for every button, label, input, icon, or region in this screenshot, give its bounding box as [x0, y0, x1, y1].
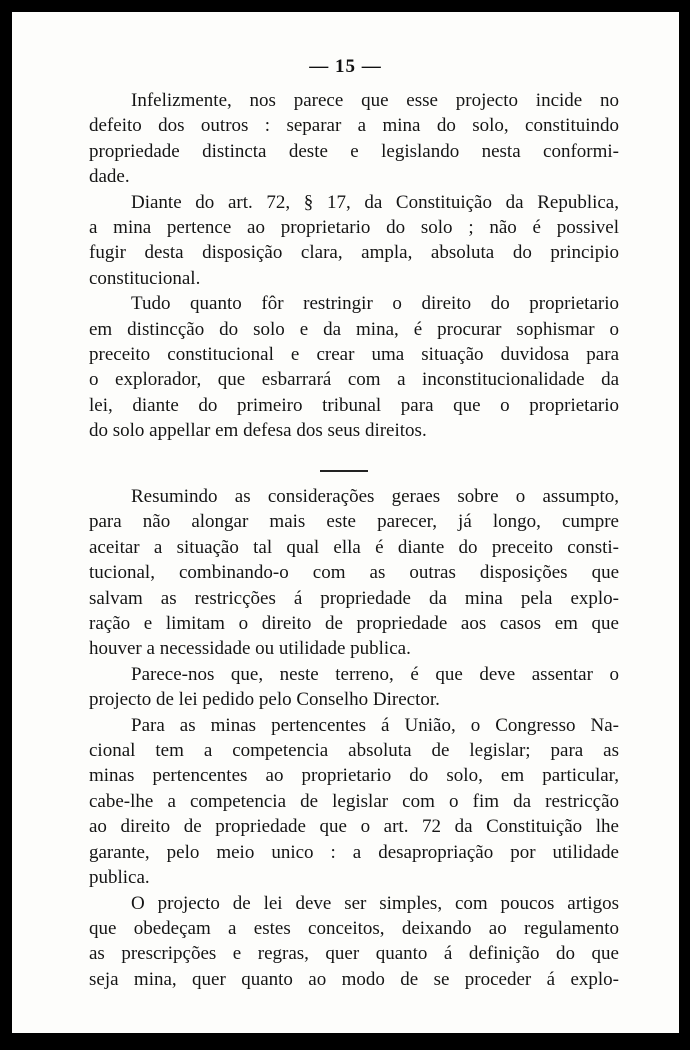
text-line: preceito constitucional e crear uma situação duvidosa para	[89, 344, 619, 366]
text-line: a mina pertence ao proprietario do solo ; não é possivel	[89, 217, 619, 239]
text-line: o explorador, que esbarrará com a inconstitucionalidade da	[89, 369, 619, 391]
text-line: projecto de lei pedido pelo Conselho Director.	[89, 689, 440, 711]
text-line: tucional, combinando-o com as outras disposições que	[89, 562, 619, 584]
text-line: em distincção do solo e da mina, é procurar sophismar o	[89, 318, 619, 340]
paragraph	[89, 713, 619, 891]
document-page	[12, 12, 679, 1033]
paragraph	[89, 190, 619, 292]
text-section-1	[89, 88, 619, 444]
text-line: para não alongar mais este parecer, já longo, cumpre	[89, 511, 619, 533]
text-line: O projecto de lei deve ser simples, com poucos artigos	[131, 892, 619, 914]
text-line: fugir desta disposição clara, ampla, absoluta do principio	[89, 242, 619, 264]
text-line: Resumindo as considerações geraes sobre o assumpto,	[131, 486, 619, 507]
text-line: salvam as restricções á propriedade da mina pela explo-	[89, 587, 619, 609]
text-line: defeito dos outros : separar a mina do solo, constituindo	[89, 115, 619, 137]
text-line: ração e limitam o direito de propriedade aos casos em que	[89, 613, 619, 635]
text-line: do solo appellar em defesa dos seus direitos.	[89, 420, 427, 442]
page-number: — 15 —	[309, 56, 382, 77]
paragraph	[89, 891, 619, 993]
text-line: seja mina, quer quanto ao modo de se proceder á explo-	[89, 968, 619, 990]
text-line: minas pertencentes ao proprietario do solo, em particular,	[89, 765, 619, 787]
text-line: ao direito de propriedade que o art. 72 da Constituição lhe	[89, 816, 619, 838]
text-line: Infelizmente, nos parece que esse projecto incide no	[131, 90, 619, 111]
text-line: constitucional.	[89, 267, 201, 289]
text-line: as prescripções e regras, quer quanto á definição do que	[89, 943, 619, 965]
text-line: aceitar a situação tal qual ella é diante do preceito consti-	[89, 536, 619, 558]
section-divider	[320, 470, 368, 472]
text-section-2	[89, 484, 619, 992]
text-line: cabe-lhe a competencia de legislar com o fim da restricção	[89, 790, 619, 812]
text-line: Para as minas pertencentes á União, o Congresso Na-	[131, 714, 619, 736]
text-line: Tudo quanto fôr restringir o direito do proprietario	[131, 293, 619, 315]
text-line: houver a necessidade ou utilidade publica.	[89, 638, 411, 660]
paragraph	[89, 88, 619, 190]
paragraph	[89, 291, 619, 443]
text-line: propriedade distincta deste e legislando nesta conformi-	[89, 140, 619, 162]
text-line: dade.	[89, 166, 130, 188]
text-line: cional tem a competencia absoluta de legislar; para as	[89, 740, 619, 762]
text-line: que obedeçam a estes conceitos, deixando ao regulamento	[89, 917, 619, 939]
text-line: Diante do art. 72, § 17, da Constituição da Republica,	[131, 191, 619, 213]
text-line: garante, pelo meio unico : a desapropriação por utilidade	[89, 841, 619, 863]
text-line: lei, diante do primeiro tribunal para que o proprietario	[89, 394, 619, 416]
text-line: Parece-nos que, neste terreno, é que deve assentar o	[131, 663, 619, 685]
paragraph	[89, 484, 619, 662]
text-line: publica.	[89, 867, 150, 889]
paragraph	[89, 662, 619, 713]
